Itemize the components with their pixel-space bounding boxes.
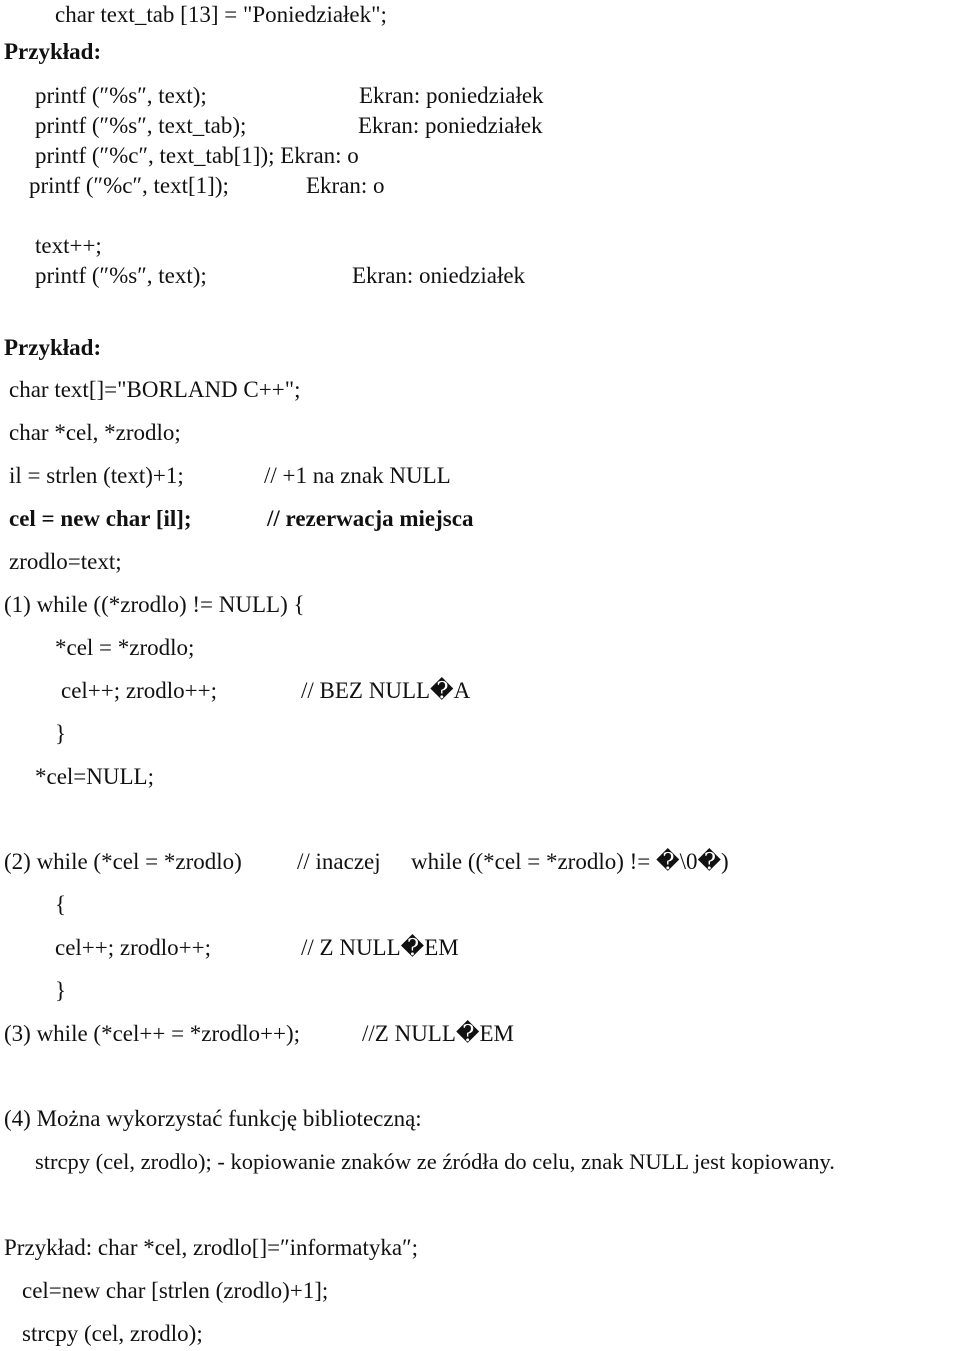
- screen-output-2: Ekran: poniedziałek: [358, 113, 543, 138]
- code-line-text-increment: text++;: [35, 233, 102, 258]
- code-line-example-3: Przykład: char *cel, zrodlo[]=″informatyka″;: [4, 1235, 419, 1260]
- code-line-printf-char-text: printf (″%c″, text[1]);: [29, 173, 229, 198]
- screen-output-1: Ekran: poniedziałek: [359, 83, 544, 108]
- code-line-close-brace-2: }: [55, 978, 67, 1003]
- comment-with-null-2: //Z NULL�EM: [362, 1021, 514, 1046]
- comment-with-null-1: // Z NULL�EM: [301, 935, 459, 960]
- comment-otherwise: // inaczej: [297, 849, 381, 874]
- code-line-copy-char: *cel = *zrodlo;: [55, 635, 195, 660]
- screen-output-4: Ekran: o: [306, 173, 385, 198]
- code-line-printf-char-tab: printf (″%c″, text_tab[1]); Ekran: o: [35, 143, 359, 168]
- text-strcpy-description: strcpy (cel, zrodlo); - kopiowanie znaków ze źródła do celu, znak NULL jest kopiowany.: [35, 1149, 835, 1174]
- code-line-while-3: (3) while (*cel++ = *zrodlo++);: [4, 1021, 301, 1046]
- code-line-new-strlen: cel=new char [strlen (zrodlo)+1];: [22, 1278, 329, 1303]
- code-line-new-char: cel = new char [il];: [9, 506, 192, 531]
- heading-example-1: Przykład:: [4, 39, 102, 64]
- screen-output-5: Ekran: oniedziałek: [352, 263, 526, 288]
- comment-without-null: // BEZ NULL�A: [301, 678, 471, 703]
- code-line-open-brace-2: {: [55, 892, 67, 917]
- code-line-zrodlo-assign: zrodlo=text;: [9, 549, 122, 574]
- code-line-printf-text: printf (″%s″, text);: [35, 83, 207, 108]
- code-line-while-2-alt: while ((*cel = *zrodlo) != �\0�): [411, 849, 729, 874]
- code-line-printf-text-2: printf (″%s″, text);: [35, 263, 207, 288]
- code-line-printf-text-tab: printf (″%s″, text_tab);: [35, 113, 247, 138]
- code-line-char-text: char text[]="BORLAND C++";: [9, 377, 301, 402]
- code-line-strlen: il = strlen (text)+1;: [9, 463, 184, 488]
- code-line-cel-null: *cel=NULL;: [35, 764, 154, 789]
- code-line-strcpy: strcpy (cel, zrodlo);: [22, 1321, 203, 1346]
- code-line-increment-1: cel++; zrodlo++;: [61, 678, 217, 703]
- code-line-while-2: (2) while (*cel = *zrodlo): [4, 849, 242, 874]
- code-line-text-tab: char text_tab [13] = "Poniedziałek";: [55, 2, 387, 27]
- code-line-while-1: (1) while ((*zrodlo) != NULL) {: [4, 592, 305, 617]
- heading-example-2: Przykład:: [4, 335, 102, 360]
- code-line-close-brace-1: }: [55, 721, 67, 746]
- comment-reservation: // rezerwacja miejsca: [267, 506, 474, 531]
- text-library-function: (4) Można wykorzystać funkcję biblioteczną:: [4, 1106, 422, 1131]
- comment-null-char: // +1 na znak NULL: [264, 463, 451, 488]
- code-line-increment-2: cel++; zrodlo++;: [55, 935, 211, 960]
- code-line-char-pointers: char *cel, *zrodlo;: [9, 420, 181, 445]
